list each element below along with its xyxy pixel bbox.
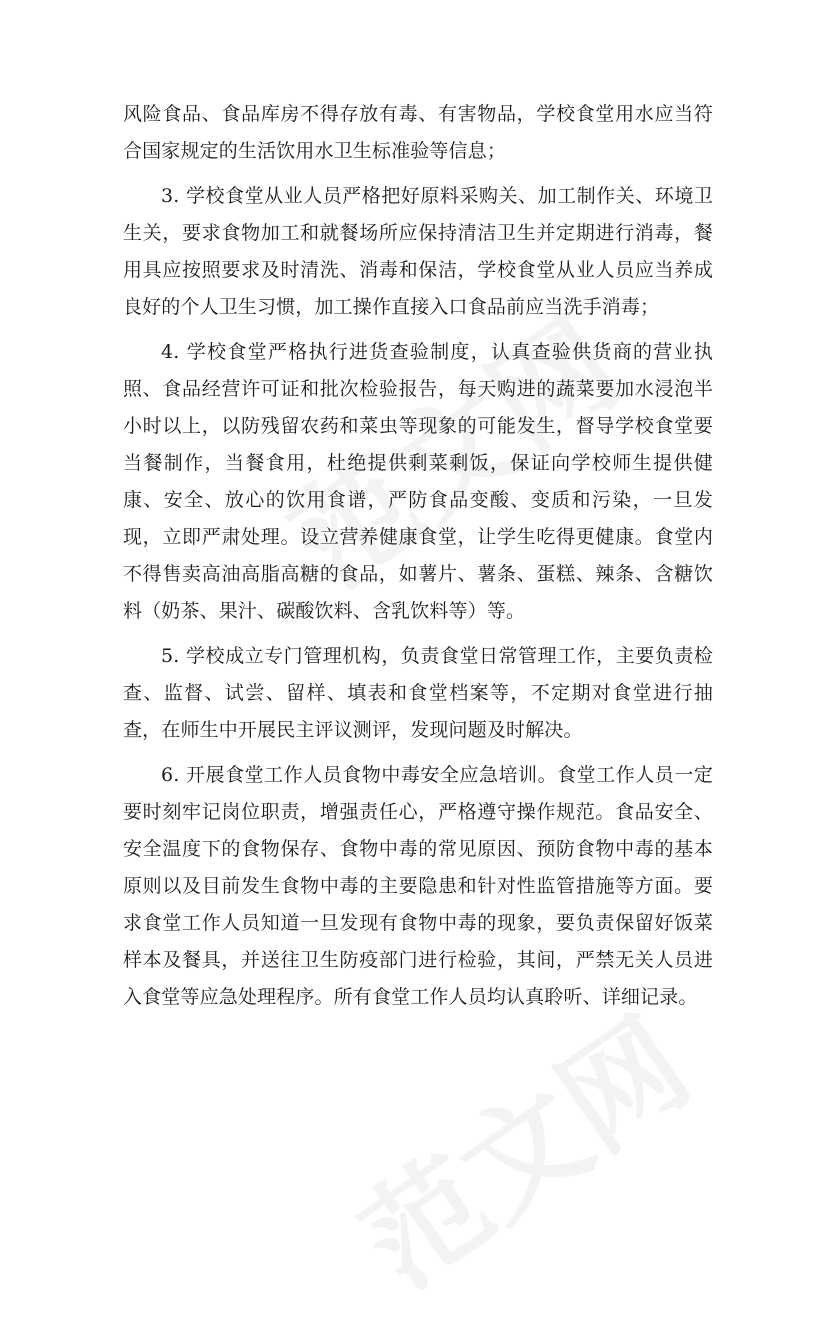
watermark <box>323 972 717 1319</box>
paragraph-continuation: 风险食品、食品库房不得存放有毒、有害物品，学校食堂用水应当符合国家规定的生活饮用水卫生标准验等信息； <box>123 103 713 162</box>
paragraph-item-5: 5. 学校成立专门管理机构，负责食堂日常管理工作，主要负责检查、监督、试尝、留样、填表和食堂档案等，不定期对食堂进行抽查，在师生中开展民主评议测评，发现问题及时解决。 <box>123 645 713 741</box>
paragraph-item-6: 6. 开展食堂工作人员食物中毒安全应急培训。食堂工作人员一定要时刻牢记岗位职责，增强责任心，严格遵守操作规范。食品安全、安全温度下的食物保存、食物中毒的常见原因、预防食物中毒的基本原则以及目前发生食物中毒的主要隐患和针对性监管措施等方面。要求食堂工作人员知道一旦发现有食物中毒的现象，要负责保留好饭菜样本及餐具，并送往卫生防疫部门进行检验，其间，严禁无关人员进入食堂等应急处理程序。所有食堂工作人员均认真聆听、详细记录。 <box>123 764 713 1008</box>
paragraph-item-3: 3. 学校食堂从业人员严格把好原料采购关、加工制作关、环境卫生关，要求食物加工和就餐场所应保持清洁卫生并定期进行消毒，餐用具应按照要求及时清洗、消毒和保洁，学校食堂从业人员应当养成良好的个人卫生习惯，加工操作直接入口食品前应当洗手消毒； <box>123 185 713 318</box>
document-body <box>123 96 713 1024</box>
paragraph-item-4: 4. 学校食堂严格执行进货查验制度，认真查验供货商的营业执照、食品经营许可证和批次检验报告，每天购进的蔬菜要加水浸泡半小时以上，以防残留农药和菜虫等现象的可能发生，督导学校食堂要当餐制作，当餐食用，杜绝提供剩菜剩饭，保证向学校师生提供健康、安全、放心的饮用食谱，严防食品变酸、变质和污染，一旦发现，立即严肃处理。设立营养健康食堂，让学生吃得更健康。食堂内不得售卖高油高脂高糖的食品，如薯片、薯条、蛋糕、辣条、含糖饮料（奶茶、果汁、碳酸饮料、含乳饮料等）等。 <box>123 341 713 622</box>
